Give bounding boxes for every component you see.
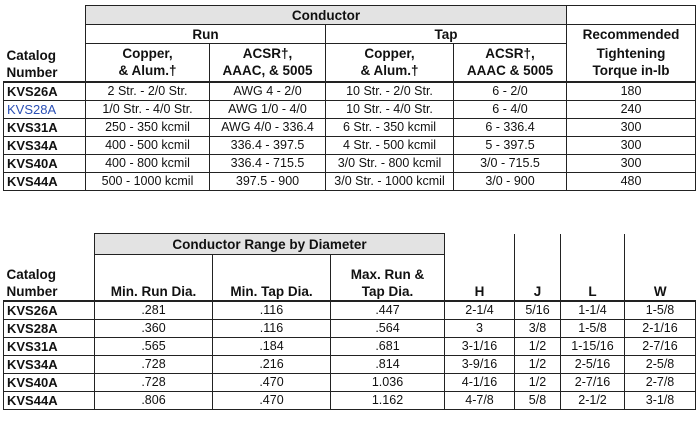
torque-header-spacer (567, 6, 696, 25)
torque-value: 300 (567, 118, 696, 136)
catalog-header-line2: Number (6, 64, 58, 80)
max-dia-header (331, 255, 445, 301)
catalog-number: KVS44A (4, 172, 86, 190)
catalog-number: KVS44A (4, 391, 95, 409)
catalog-number: KVS26A (4, 82, 86, 101)
catalog-number: KVS31A (4, 118, 86, 136)
h-value: 4-1/16 (445, 373, 515, 391)
conductor-range-header: Conductor Range by Diameter (95, 234, 445, 255)
l-value: 1-1/4 (561, 301, 625, 320)
tap-acsr-header (454, 44, 567, 82)
table-row (4, 391, 696, 409)
w-header-spacer (625, 234, 696, 255)
h-value: 3 (445, 319, 515, 337)
h-value: 3-9/16 (445, 355, 515, 373)
torque-value: 300 (567, 154, 696, 172)
min-run-dia-value: .360 (95, 319, 213, 337)
tap-acsr-header-line1: ACSR†, (485, 46, 535, 62)
run-copper-header-line1: Copper, (122, 46, 173, 62)
table-row (4, 82, 696, 101)
max-dia-header-line1: Max. Run & (350, 266, 425, 282)
min-tap-dia-value: .116 (213, 301, 331, 320)
run-header: Run (86, 25, 326, 44)
torque-header-line3: Torque in-lb (592, 63, 670, 78)
tap-acsr-value: 6 - 4/0 (454, 100, 567, 118)
torque-value: 480 (567, 172, 696, 190)
h-value: 2-1/4 (445, 301, 515, 320)
table-row (4, 136, 696, 154)
j-value: 3/8 (515, 319, 561, 337)
catalog-header-line1: Catalog (6, 266, 57, 282)
min-tap-dia-value: .216 (213, 355, 331, 373)
run-copper-value: 2 Str. - 2/0 Str. (86, 82, 210, 101)
j-value: 1/2 (515, 373, 561, 391)
h-value: 4-7/8 (445, 391, 515, 409)
table-row (4, 172, 696, 190)
table-row (4, 355, 696, 373)
l-value: 1-5/8 (561, 319, 625, 337)
max-dia-value: 1.036 (331, 373, 445, 391)
run-copper-value: 250 - 350 kcmil (86, 118, 210, 136)
run-acsr-header-line1: ACSR†, (242, 46, 293, 62)
catalog-number: KVS40A (4, 154, 86, 172)
tap-copper-value: 3/0 Str. - 800 kcmil (326, 154, 454, 172)
min-tap-dia-value: .184 (213, 337, 331, 355)
min-tap-dia-value: .116 (213, 319, 331, 337)
tap-acsr-value: 3/0 - 900 (454, 172, 567, 190)
l-header: L (561, 255, 625, 301)
min-run-dia-value: .728 (95, 373, 213, 391)
catalog-number-link[interactable]: KVS28A (4, 100, 86, 118)
w-header: W (625, 255, 696, 301)
table-row (4, 154, 696, 172)
max-dia-value: .681 (331, 337, 445, 355)
tap-copper-header (326, 44, 454, 82)
catalog-number-header (4, 255, 95, 301)
table-row (4, 319, 696, 337)
w-value: 2-7/8 (625, 373, 696, 391)
conductor-table (3, 5, 696, 191)
torque-header-line2: Tightening (596, 46, 666, 61)
run-acsr-value: AWG 1/0 - 4/0 (210, 100, 326, 118)
run-acsr-value: AWG 4 - 2/0 (210, 82, 326, 101)
torque-header-line1: Recommended (567, 25, 696, 44)
catalog-number: KVS40A (4, 373, 95, 391)
catalog-number: KVS26A (4, 301, 95, 320)
j-value: 5/8 (515, 391, 561, 409)
tap-acsr-value: 3/0 - 715.5 (454, 154, 567, 172)
catalog-header-spacer (4, 6, 86, 25)
torque-value: 300 (567, 136, 696, 154)
tap-copper-header-line2: & Alum.† (360, 63, 419, 79)
catalog-header-line1: Catalog (6, 47, 57, 63)
tap-copper-value: 6 Str. - 350 kcmil (326, 118, 454, 136)
dimensions-table (3, 233, 696, 410)
min-tap-dia-value: .470 (213, 391, 331, 409)
l-value: 2-1/2 (561, 391, 625, 409)
torque-value: 240 (567, 100, 696, 118)
w-value: 2-1/16 (625, 319, 696, 337)
catalog-number: KVS34A (4, 355, 95, 373)
run-copper-value: 1/0 Str. - 4/0 Str. (86, 100, 210, 118)
tap-acsr-value: 6 - 336.4 (454, 118, 567, 136)
l-value: 2-7/16 (561, 373, 625, 391)
table-row (4, 118, 696, 136)
j-value: 1/2 (515, 337, 561, 355)
j-header-spacer (515, 234, 561, 255)
tap-copper-value: 3/0 Str. - 1000 kcmil (326, 172, 454, 190)
run-acsr-value: 336.4 - 397.5 (210, 136, 326, 154)
torque-header (567, 44, 696, 82)
catalog-number-header (4, 44, 86, 82)
run-copper-header (86, 44, 210, 82)
h-header-spacer (445, 234, 515, 255)
table-row (4, 337, 696, 355)
min-tap-dia-value: .470 (213, 373, 331, 391)
tap-acsr-header-line2: AAAC & 5005 (466, 63, 554, 79)
table-row (4, 301, 696, 320)
l-value: 2-5/16 (561, 355, 625, 373)
run-copper-header-line2: & Alum.† (118, 63, 177, 79)
h-value: 3-1/16 (445, 337, 515, 355)
tap-acsr-value: 5 - 397.5 (454, 136, 567, 154)
w-value: 2-7/16 (625, 337, 696, 355)
catalog-number: KVS34A (4, 136, 86, 154)
run-copper-value: 500 - 1000 kcmil (86, 172, 210, 190)
conductor-header: Conductor (86, 6, 567, 25)
run-copper-value: 400 - 800 kcmil (86, 154, 210, 172)
run-acsr-value: 336.4 - 715.5 (210, 154, 326, 172)
j-value: 5/16 (515, 301, 561, 320)
table-row (4, 100, 696, 118)
tap-copper-value: 10 Str. - 2/0 Str. (326, 82, 454, 101)
w-value: 3-1/8 (625, 391, 696, 409)
catalog-header-spacer (4, 234, 95, 255)
catalog-number: KVS31A (4, 337, 95, 355)
table-row (4, 373, 696, 391)
l-header-spacer (561, 234, 625, 255)
tap-acsr-value: 6 - 2/0 (454, 82, 567, 101)
run-acsr-header-line2: AAAC, & 5005 (222, 63, 313, 79)
w-value: 1-5/8 (625, 301, 696, 320)
catalog-number: KVS28A (4, 319, 95, 337)
catalog-header-line2: Number (6, 283, 58, 299)
min-run-dia-value: .565 (95, 337, 213, 355)
max-dia-value: .447 (331, 301, 445, 320)
l-value: 1-15/16 (561, 337, 625, 355)
w-value: 2-5/8 (625, 355, 696, 373)
max-dia-value: 1.162 (331, 391, 445, 409)
run-copper-value: 400 - 500 kcmil (86, 136, 210, 154)
min-run-dia-header: Min. Run Dia. (95, 255, 213, 301)
min-run-dia-value: .806 (95, 391, 213, 409)
run-acsr-value: 397.5 - 900 (210, 172, 326, 190)
catalog-header-spacer-2 (4, 25, 86, 44)
j-value: 1/2 (515, 355, 561, 373)
max-dia-header-line2: Tap Dia. (361, 283, 414, 299)
tap-copper-value: 10 Str. - 4/0 Str. (326, 100, 454, 118)
run-acsr-value: AWG 4/0 - 336.4 (210, 118, 326, 136)
max-dia-value: .564 (331, 319, 445, 337)
max-dia-value: .814 (331, 355, 445, 373)
tap-copper-header-line1: Copper, (364, 46, 415, 62)
h-header: H (445, 255, 515, 301)
torque-value: 180 (567, 82, 696, 101)
j-header: J (515, 255, 561, 301)
run-acsr-header (210, 44, 326, 82)
tap-header: Tap (326, 25, 567, 44)
min-run-dia-value: .281 (95, 301, 213, 320)
min-tap-dia-header: Min. Tap Dia. (213, 255, 331, 301)
min-run-dia-value: .728 (95, 355, 213, 373)
tap-copper-value: 4 Str. - 500 kcmil (326, 136, 454, 154)
